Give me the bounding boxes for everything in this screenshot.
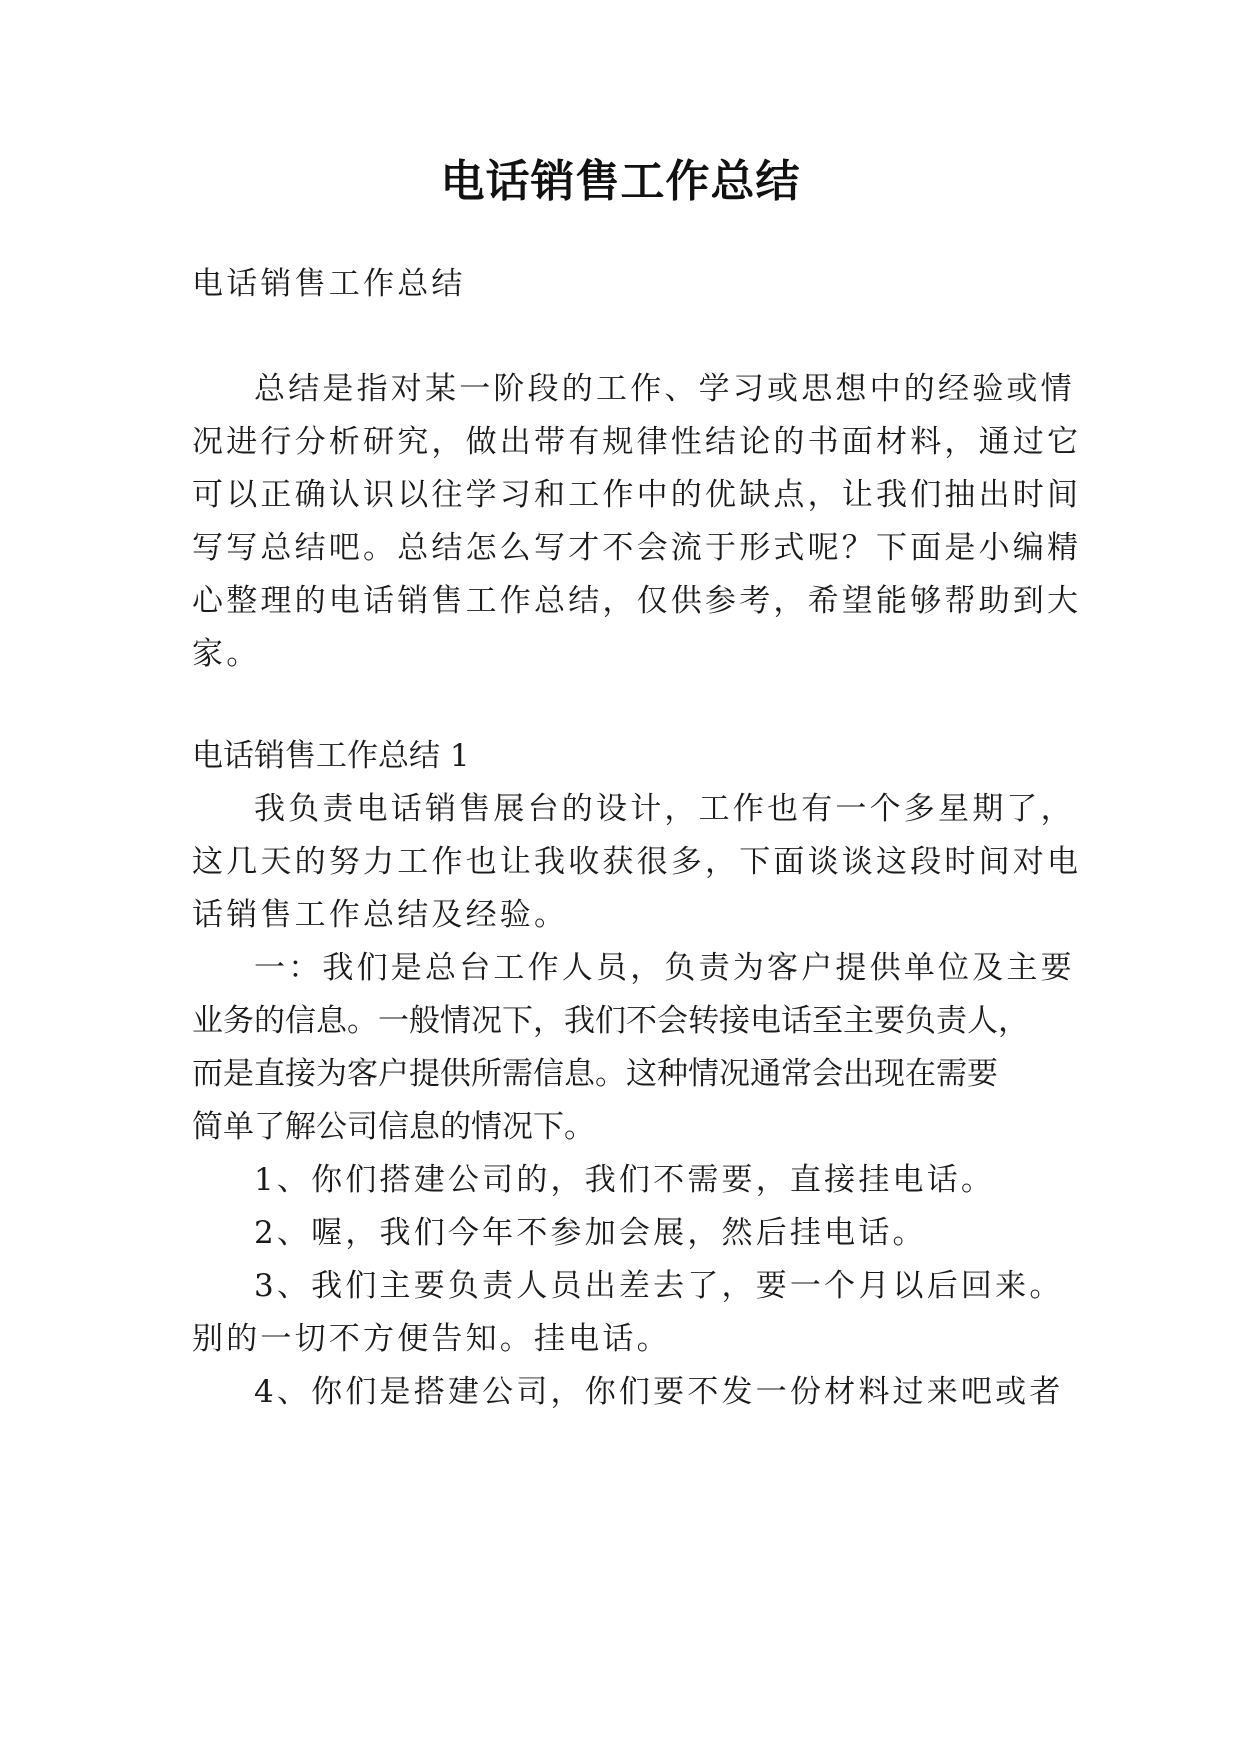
intro-line: 写写总结吧。总结怎么写才不会流于形式呢？下面是小编精: [192, 530, 1082, 566]
paragraph-line: 简单了解公司信息的情况下。: [192, 1109, 595, 1145]
list-item: 1、你们搭建公司的，我们不需要，直接挂电话。: [254, 1162, 996, 1198]
list-item-continuation: 别的一切不方便告知。挂电话。: [192, 1321, 671, 1357]
intro-line: 况进行分析研究，做出带有规律性结论的书面材料，通过它: [192, 424, 1082, 460]
paragraph-line: 而是直接为客户提供所需信息。这种情况通常会出现在需要: [192, 1056, 998, 1092]
document-title: 电话销售工作总结: [440, 156, 801, 207]
intro-line: 总结是指对某一阶段的工作、学习或思想中的经验或情: [254, 371, 1075, 407]
section-heading: 电话销售工作总结 1: [192, 738, 470, 774]
paragraph-line: 一：我们是总台工作人员，负责为客户提供单位及主要: [254, 950, 1075, 986]
paragraph-line: 话销售工作总结及经验。: [192, 897, 569, 933]
paragraph-line: 业务的信息。一般情况下，我们不会转接电话至主要负责人，: [192, 1003, 1029, 1039]
intro-line: 心整理的电话销售工作总结，仅供参考，希望能够帮助到大: [192, 583, 1082, 619]
document-subtitle: 电话销售工作总结: [192, 266, 466, 302]
paragraph-line: 这几天的努力工作也让我收获很多，下面谈谈这段时间对电: [192, 844, 1082, 880]
intro-line: 可以正确认识以往学习和工作中的优缺点，让我们抽出时间: [192, 477, 1082, 513]
paragraph-line: 我负责电话销售展台的设计，工作也有一个多星期了，: [254, 791, 1075, 827]
intro-line: 家。: [192, 636, 261, 672]
list-item: 3、我们主要负责人员出差去了，要一个月以后回来。: [254, 1268, 1064, 1304]
list-item: 4、你们是搭建公司，你们要不发一份材料过来吧或者: [254, 1374, 1064, 1410]
list-item: 2、喔，我们今年不参加会展，然后挂电话。: [254, 1215, 927, 1251]
